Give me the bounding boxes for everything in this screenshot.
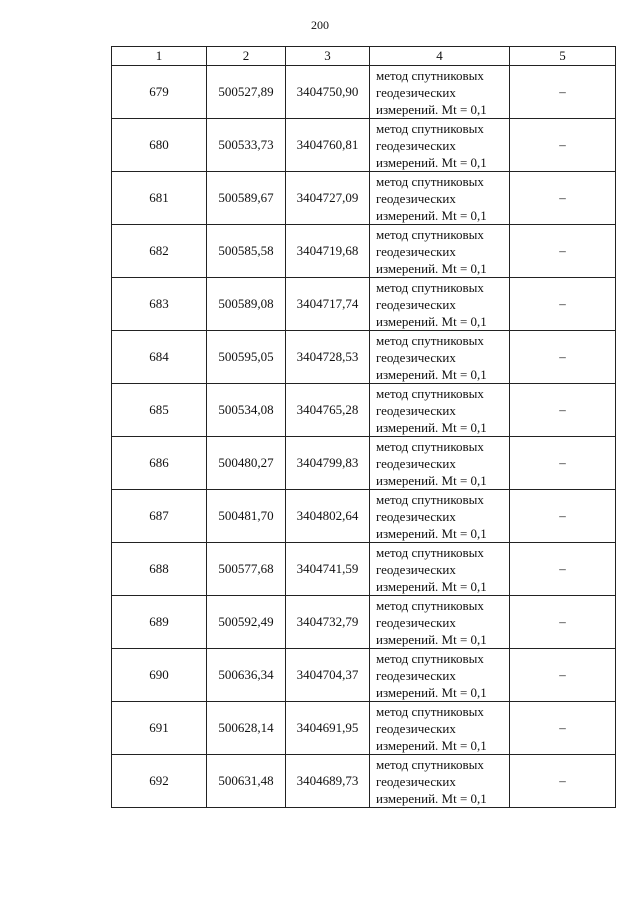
point-number-cell: 680	[112, 119, 207, 172]
method-line-3: измерений. Mt = 0,1	[376, 631, 487, 647]
method-line-1: метод спутниковых	[376, 67, 484, 83]
method-line-1: метод спутниковых	[376, 491, 484, 507]
x-coordinate-cell: 500577,68	[207, 543, 286, 596]
table-row	[112, 702, 616, 755]
method-line-3: измерений. Mt = 0,1	[376, 684, 487, 700]
note-cell: –	[510, 172, 616, 225]
point-number-cell: 692	[112, 755, 207, 808]
point-number-cell: 688	[112, 543, 207, 596]
note-cell: –	[510, 225, 616, 278]
note-cell: –	[510, 331, 616, 384]
method-line-3: измерений. Mt = 0,1	[376, 790, 487, 806]
method-line-1: метод спутниковых	[376, 544, 484, 560]
header-col-5: 5	[510, 47, 616, 66]
method-line-2: геодезических	[376, 508, 456, 524]
method-line-2: геодезических	[376, 243, 456, 259]
method-cell	[370, 331, 510, 384]
method-line-2: геодезических	[376, 84, 456, 100]
note-cell: –	[510, 702, 616, 755]
method-cell	[370, 490, 510, 543]
y-coordinate-cell: 3404717,74	[286, 278, 370, 331]
note-cell: –	[510, 278, 616, 331]
x-coordinate-cell: 500628,14	[207, 702, 286, 755]
method-cell	[370, 225, 510, 278]
y-coordinate-cell: 3404727,09	[286, 172, 370, 225]
method-cell	[370, 702, 510, 755]
method-line-1: метод спутниковых	[376, 703, 484, 719]
x-coordinate-cell: 500595,05	[207, 331, 286, 384]
x-coordinate-cell: 500592,49	[207, 596, 286, 649]
y-coordinate-cell: 3404728,53	[286, 331, 370, 384]
method-line-1: метод спутниковых	[376, 173, 484, 189]
method-cell	[370, 384, 510, 437]
x-coordinate-cell: 500589,08	[207, 278, 286, 331]
x-coordinate-cell: 500533,73	[207, 119, 286, 172]
table-row	[112, 649, 616, 702]
method-line-3: измерений. Mt = 0,1	[376, 472, 487, 488]
table-row	[112, 596, 616, 649]
point-number-cell: 683	[112, 278, 207, 331]
note-cell: –	[510, 119, 616, 172]
y-coordinate-cell: 3404760,81	[286, 119, 370, 172]
method-line-2: геодезических	[376, 773, 456, 789]
x-coordinate-cell: 500534,08	[207, 384, 286, 437]
table-row	[112, 172, 616, 225]
note-cell: –	[510, 755, 616, 808]
x-coordinate-cell: 500480,27	[207, 437, 286, 490]
method-line-3: измерений. Mt = 0,1	[376, 366, 487, 382]
note-cell: –	[510, 437, 616, 490]
y-coordinate-cell: 3404719,68	[286, 225, 370, 278]
method-line-3: измерений. Mt = 0,1	[376, 260, 487, 276]
y-coordinate-cell: 3404691,95	[286, 702, 370, 755]
point-number-cell: 679	[112, 66, 207, 119]
method-line-1: метод спутниковых	[376, 332, 484, 348]
note-cell: –	[510, 66, 616, 119]
point-number-cell: 691	[112, 702, 207, 755]
method-cell	[370, 543, 510, 596]
page-number: 200	[311, 18, 329, 32]
table-row	[112, 543, 616, 596]
method-line-1: метод спутниковых	[376, 650, 484, 666]
method-line-2: геодезических	[376, 720, 456, 736]
method-line-3: измерений. Mt = 0,1	[376, 154, 487, 170]
note-cell: –	[510, 649, 616, 702]
x-coordinate-cell: 500527,89	[207, 66, 286, 119]
y-coordinate-cell: 3404689,73	[286, 755, 370, 808]
y-coordinate-cell: 3404732,79	[286, 596, 370, 649]
x-coordinate-cell: 500631,48	[207, 755, 286, 808]
table-row	[112, 331, 616, 384]
point-number-cell: 689	[112, 596, 207, 649]
table-row	[112, 437, 616, 490]
method-line-1: метод спутниковых	[376, 597, 484, 613]
method-cell	[370, 596, 510, 649]
table-row	[112, 278, 616, 331]
point-number-cell: 685	[112, 384, 207, 437]
method-cell	[370, 755, 510, 808]
y-coordinate-cell: 3404802,64	[286, 490, 370, 543]
method-cell	[370, 119, 510, 172]
header-col-1: 1	[112, 47, 207, 66]
table-body	[112, 66, 616, 808]
method-line-3: измерений. Mt = 0,1	[376, 313, 487, 329]
method-cell	[370, 649, 510, 702]
x-coordinate-cell: 500481,70	[207, 490, 286, 543]
method-line-2: геодезических	[376, 614, 456, 630]
method-line-2: геодезических	[376, 296, 456, 312]
note-cell: –	[510, 543, 616, 596]
table-row	[112, 490, 616, 543]
x-coordinate-cell: 500636,34	[207, 649, 286, 702]
x-coordinate-cell: 500585,58	[207, 225, 286, 278]
y-coordinate-cell: 3404799,83	[286, 437, 370, 490]
point-number-cell: 682	[112, 225, 207, 278]
point-number-cell: 684	[112, 331, 207, 384]
method-line-1: метод спутниковых	[376, 279, 484, 295]
method-line-1: метод спутниковых	[376, 438, 484, 454]
note-cell: –	[510, 490, 616, 543]
method-line-3: измерений. Mt = 0,1	[376, 578, 487, 594]
table-header	[112, 47, 616, 66]
point-number-cell: 686	[112, 437, 207, 490]
method-cell	[370, 66, 510, 119]
header-col-3: 3	[286, 47, 370, 66]
coordinates-table	[111, 46, 616, 808]
x-coordinate-cell: 500589,67	[207, 172, 286, 225]
method-line-3: измерений. Mt = 0,1	[376, 525, 487, 541]
y-coordinate-cell: 3404765,28	[286, 384, 370, 437]
method-cell	[370, 437, 510, 490]
note-cell: –	[510, 596, 616, 649]
method-line-2: геодезических	[376, 137, 456, 153]
y-coordinate-cell: 3404704,37	[286, 649, 370, 702]
table-row	[112, 225, 616, 278]
method-cell	[370, 278, 510, 331]
method-line-2: геодезических	[376, 561, 456, 577]
y-coordinate-cell: 3404741,59	[286, 543, 370, 596]
point-number-cell: 690	[112, 649, 207, 702]
note-cell: –	[510, 384, 616, 437]
method-line-3: измерений. Mt = 0,1	[376, 207, 487, 223]
method-line-3: измерений. Mt = 0,1	[376, 101, 487, 117]
point-number-cell: 687	[112, 490, 207, 543]
header-col-2: 2	[207, 47, 286, 66]
method-line-3: измерений. Mt = 0,1	[376, 737, 487, 753]
table-row	[112, 119, 616, 172]
method-line-1: метод спутниковых	[376, 120, 484, 136]
method-line-1: метод спутниковых	[376, 385, 484, 401]
method-line-2: геодезических	[376, 402, 456, 418]
table-row	[112, 66, 616, 119]
method-cell	[370, 172, 510, 225]
method-line-1: метод спутниковых	[376, 756, 484, 772]
point-number-cell: 681	[112, 172, 207, 225]
method-line-1: метод спутниковых	[376, 226, 484, 242]
method-line-2: геодезических	[376, 190, 456, 206]
method-line-2: геодезических	[376, 349, 456, 365]
method-line-3: измерений. Mt = 0,1	[376, 419, 487, 435]
method-line-2: геодезических	[376, 667, 456, 683]
header-col-4: 4	[370, 47, 510, 66]
table-row	[112, 755, 616, 808]
table-row	[112, 384, 616, 437]
y-coordinate-cell: 3404750,90	[286, 66, 370, 119]
method-line-2: геодезических	[376, 455, 456, 471]
header-row	[112, 47, 616, 66]
